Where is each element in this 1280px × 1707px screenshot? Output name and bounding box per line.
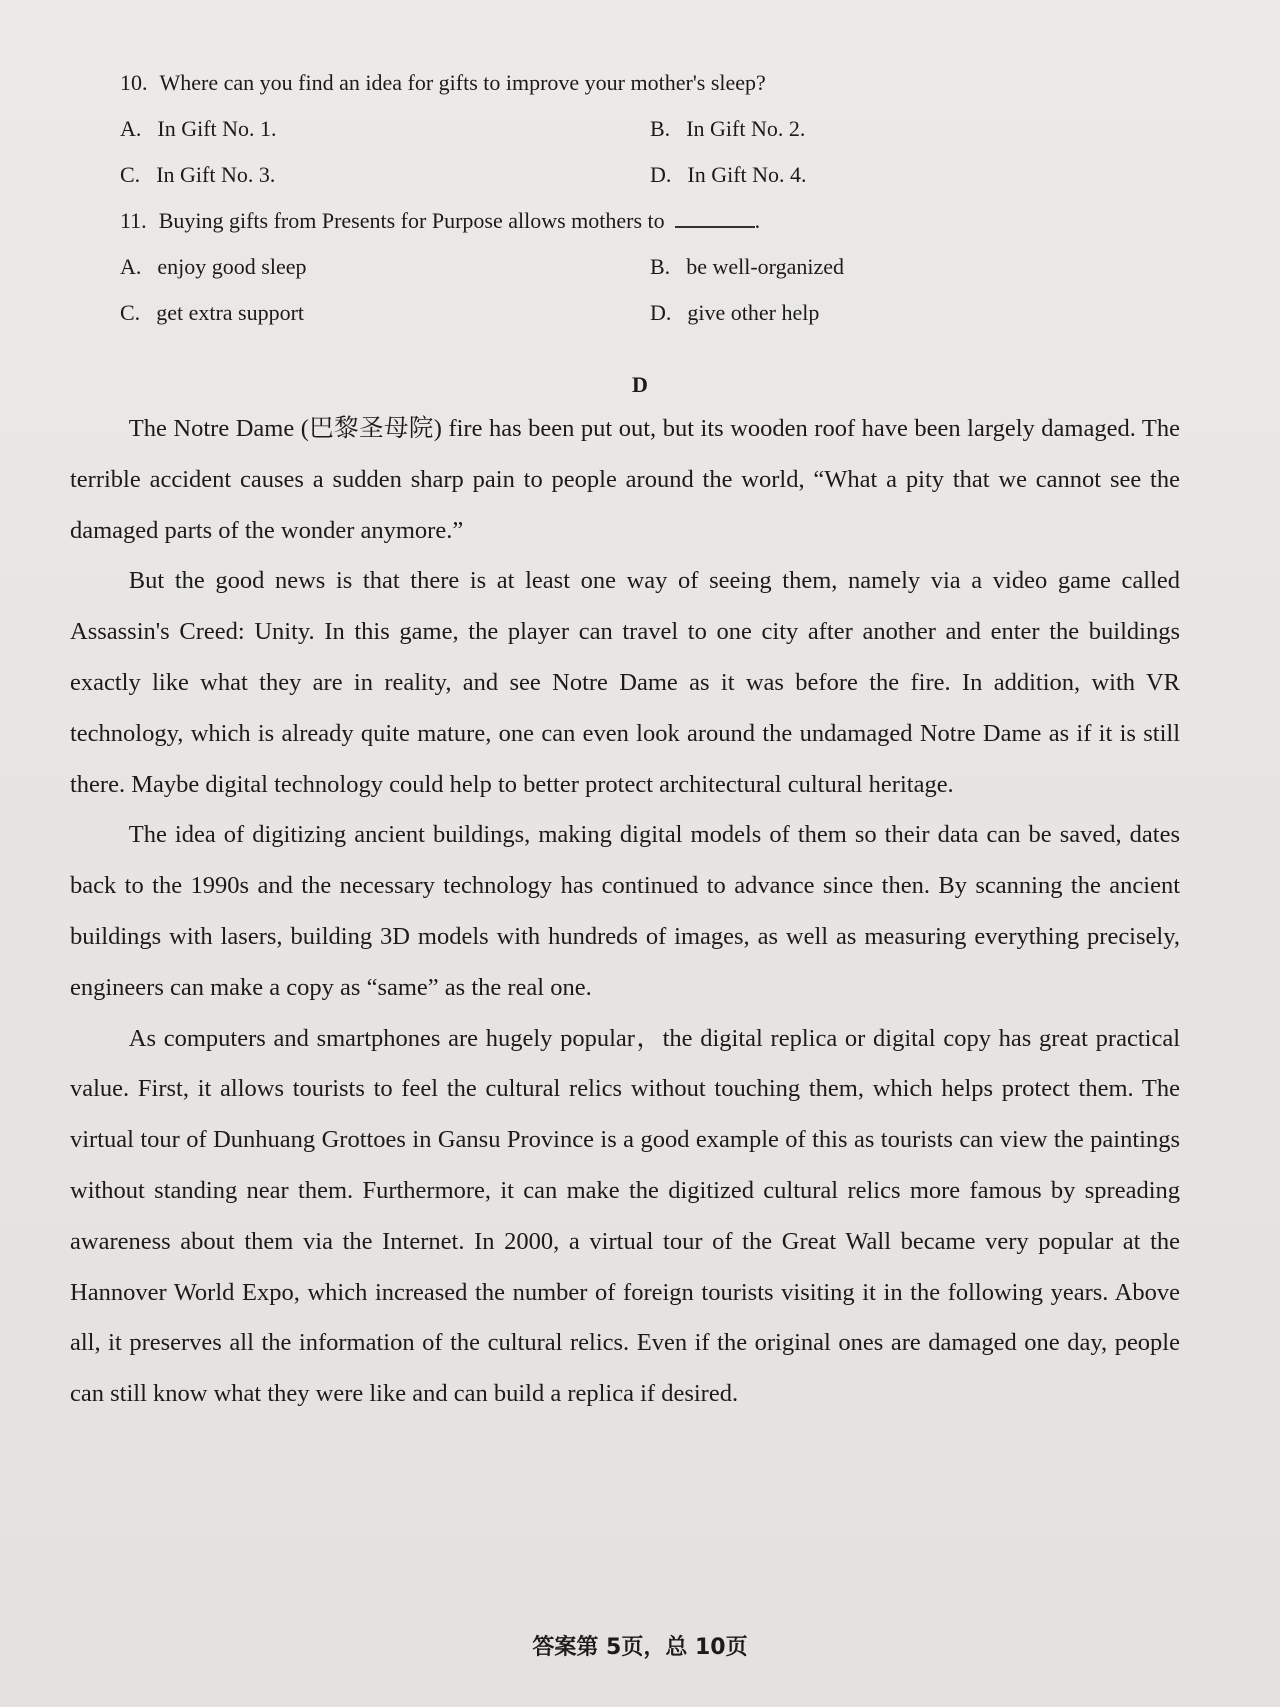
option-b <box>650 256 844 278</box>
question-11-stem <box>120 198 1180 244</box>
option-row <box>120 290 1180 336</box>
option-text: In Gift No. 3. <box>156 162 276 187</box>
question-block <box>120 60 1180 336</box>
option-text: In Gift No. 4. <box>687 162 807 187</box>
question-text: Where can you find an idea for gifts to improve your mother's sleep? <box>159 70 766 95</box>
question-number: 11. <box>120 208 147 233</box>
option-letter: C. <box>120 162 141 187</box>
option-letter: B. <box>650 116 671 141</box>
option-b <box>650 118 805 140</box>
option-text: enjoy good sleep <box>157 254 307 279</box>
question-end: . <box>754 208 761 233</box>
page-footer: 答案第 5页，总 10页 <box>532 1635 748 1660</box>
passage-paragraph: The Notre Dame (巴黎圣母院) fire has been put out, but its wooden roof have been largely damaged. The terrible accident causes a sudden sharp pain to people around the world, “What a pity that we cannot see the damaged parts of the wonder anymore.” <box>70 415 1180 544</box>
option-row <box>120 106 1180 152</box>
option-text: be well-organized <box>686 254 844 279</box>
option-letter: A. <box>120 254 142 279</box>
option-d <box>650 164 807 186</box>
option-letter: A. <box>120 116 142 141</box>
option-text: In Gift No. 1. <box>157 116 277 141</box>
section-heading: D <box>632 372 648 397</box>
option-a <box>120 118 650 140</box>
option-text: give other help <box>687 300 820 325</box>
passage-paragraph: The idea of digitizing ancient buildings, making digital models of them so their data can be saved, dates back to the 1990s and the necessary technology has continued to advance since then. By scanning the ancient buildings with lasers, building 3D models with hundreds of images, as well as measuring everything precisely, engineers can make a copy as “same” as the real one. <box>70 821 1180 1001</box>
option-d <box>650 302 819 324</box>
option-row <box>120 152 1180 198</box>
option-a <box>120 256 650 278</box>
passage-paragraph: As computers and smartphones are hugely popular，the digital replica or digital copy has great practical value. First, it allows tourists to feel the cultural relics without touching them, which helps protect them. The virtual tour of Dunhuang Grottoes in Gansu Province is a good example of this as tourists can view the paintings without standing near them. Furthermore, it can make the digitized cultural relics more famous by spreading awareness about them via the Internet. In 2000, a virtual tour of the Great Wall became very popular at the Hannover World Expo, which increased the number of foreign tourists visiting it in the following years. Above all, it preserves all the information of the cultural relics. Even if the original ones are damaged one day, people can still know what they were like and can build a replica if desired. <box>70 1024 1180 1408</box>
passage-paragraph: But the good news is that there is at least one way of seeing them, namely via a video game called Assassin's Creed: Unity. In this game, the player can travel to one city after another and enter the buildings exactly like what they are in reality, and see Notre Dame as it was before the fire. In addition, with VR technology, which is already quite mature, one can even look around the undamaged Notre Dame as if it is still there. Maybe digital technology could help to better protect architectural cultural heritage. <box>70 567 1180 798</box>
option-text: In Gift No. 2. <box>686 116 806 141</box>
option-letter: B. <box>650 254 671 279</box>
option-row <box>120 244 1180 290</box>
question-10-stem <box>120 60 1180 106</box>
answer-blank <box>675 226 755 228</box>
option-letter: D. <box>650 300 672 325</box>
option-c <box>120 302 650 324</box>
question-text: Buying gifts from Presents for Purpose allows mothers to <box>158 208 665 233</box>
option-c <box>120 164 650 186</box>
option-text: get extra support <box>156 300 305 325</box>
reading-passage <box>70 404 1180 1420</box>
option-letter: C. <box>120 300 141 325</box>
question-number: 10. <box>120 70 148 95</box>
option-letter: D. <box>650 162 672 187</box>
